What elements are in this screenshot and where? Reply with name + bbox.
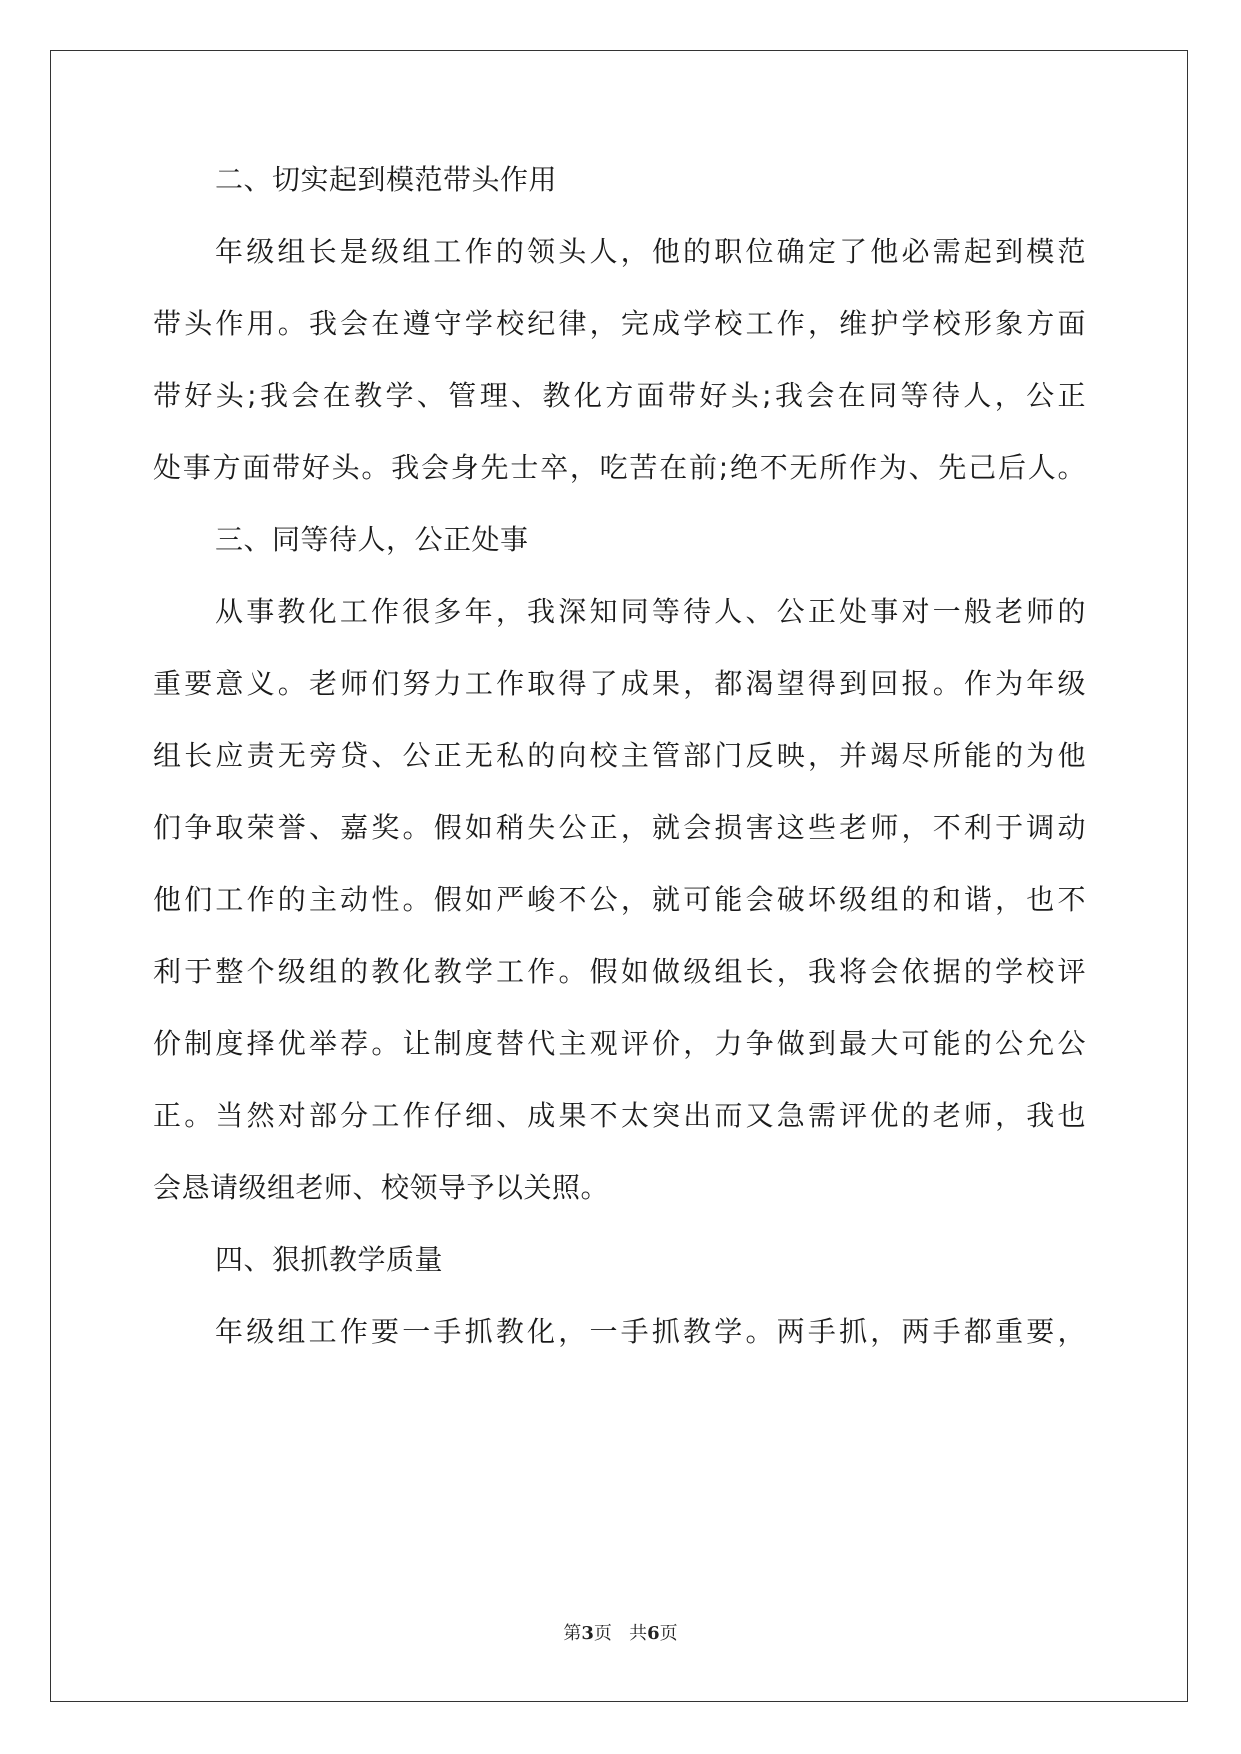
- page-number: 3: [581, 1623, 594, 1644]
- paragraph-line: 从事教化工作很多年，我深知同等待人、公正处事对一般老师的: [215, 595, 1086, 628]
- paragraph-line: 年级组长是级组工作的领头人，他的职位确定了他必需起到模范: [215, 235, 1086, 268]
- heading-4: 四、狠抓教学质量: [215, 1243, 444, 1276]
- paragraph-line: 组长应责无旁贷、公正无私的向校主管部门反映，并竭尽所能的为他: [153, 739, 1086, 772]
- paragraph-line: 们争取荣誉、嘉奖。假如稍失公正，就会损害这些老师，不利于调动: [153, 811, 1086, 844]
- page-suffix: 页: [593, 1623, 612, 1644]
- paragraph-line: 带头作用。我会在遵守学校纪律，完成学校工作，维护学校形象方面: [153, 307, 1086, 340]
- heading-3: 三、同等待人，公正处事: [215, 523, 529, 556]
- paragraph-line: 会恳请级组老师、校领导予以关照。: [153, 1171, 610, 1204]
- total-pages: 6: [647, 1623, 660, 1644]
- paragraph-line: 带好头;我会在教学、管理、教化方面带好头;我会在同等待人，公正: [153, 379, 1086, 412]
- paragraph-line: 年级组工作要一手抓教化，一手抓教学。两手抓，两手都重要，: [215, 1315, 1086, 1348]
- heading-2: 二、切实起到模范带头作用: [215, 163, 558, 196]
- paragraph-line: 处事方面带好头。我会身先士卒，吃苦在前;绝不无所作为、先己后人。: [153, 451, 1086, 484]
- total-prefix: 共: [629, 1623, 648, 1644]
- page-border: [50, 50, 1188, 1702]
- total-suffix: 页: [659, 1623, 678, 1644]
- page-prefix: 第: [563, 1623, 582, 1644]
- paragraph-line: 他们工作的主动性。假如严峻不公，就可能会破坏级组的和谐，也不: [153, 883, 1086, 916]
- page-footer: [0, 1622, 1241, 1646]
- paragraph-line: 正。当然对部分工作仔细、成果不太突出而又急需评优的老师，我也: [153, 1099, 1086, 1132]
- paragraph-line: 重要意义。老师们努力工作取得了成果，都渴望得到回报。作为年级: [153, 667, 1086, 700]
- paragraph-line: 利于整个级组的教化教学工作。假如做级组长，我将会依据的学校评: [153, 955, 1086, 988]
- paragraph-line: 价制度择优举荐。让制度替代主观评价，力争做到最大可能的公允公: [153, 1027, 1086, 1060]
